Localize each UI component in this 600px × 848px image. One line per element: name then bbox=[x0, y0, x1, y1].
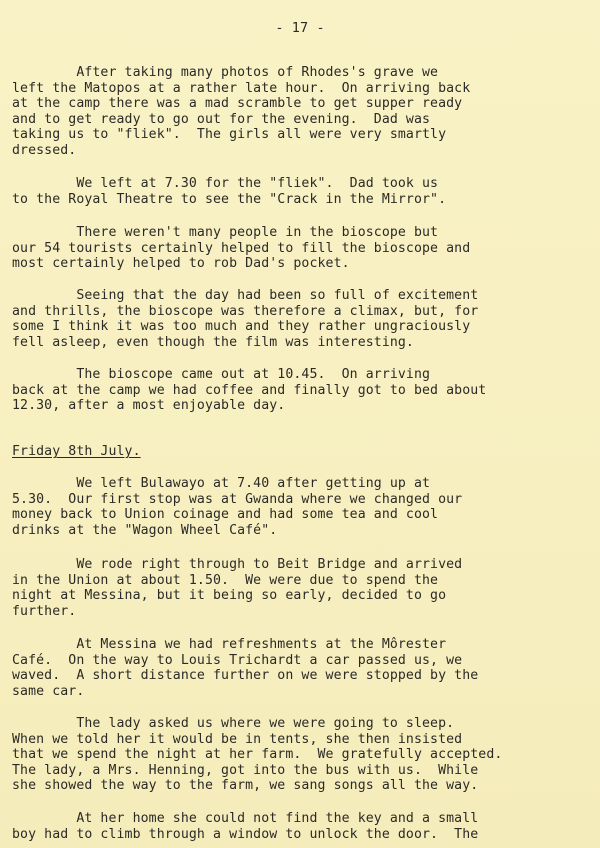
text-line: After taking many photos of Rhodes's grave we bbox=[12, 65, 439, 80]
text-line: At Messina we had refreshments at the Môrester bbox=[12, 637, 447, 652]
page-number: - 17 - bbox=[275, 20, 325, 36]
text-line: in the Union at about 1.50. We were due to spend the bbox=[12, 572, 439, 588]
paragraph-bioscope-out bbox=[12, 367, 600, 414]
text-line: The bioscope came out at 10.45. On arriving bbox=[12, 367, 431, 382]
text-line: that we spend the night at her farm. We gratefully accepted. bbox=[12, 747, 503, 763]
text-line: at the camp there was a mad scramble to get supper ready bbox=[12, 96, 463, 112]
text-line: We left Bulawayo at 7.40 after getting up at bbox=[12, 476, 431, 491]
paragraph-beit-bridge bbox=[12, 557, 600, 619]
text-line: our 54 tourists certainly helped to fill the bioscope and bbox=[12, 240, 471, 256]
text-line: We rode right through to Beit Bridge and arrived bbox=[12, 557, 463, 572]
text-line: taking us to "fliek". The girls all were very smartly bbox=[12, 127, 447, 143]
text-line: fell asleep, even though the film was interesting. bbox=[12, 334, 414, 350]
paragraph-lady-farm bbox=[12, 716, 600, 794]
text-line: The lady asked us where we were going to sleep. bbox=[12, 716, 455, 731]
text-line: left the Matopos at a rather late hour. On arriving back bbox=[12, 80, 471, 96]
text-line: night at Messina, but it being so early, decided to go bbox=[12, 588, 447, 604]
text-line: boy had to climb through a window to unlock the door. The bbox=[12, 826, 479, 842]
text-line: money back to Union coinage and had some tea and cool bbox=[12, 507, 439, 523]
paragraph-bioscope-people bbox=[12, 225, 600, 272]
text-line: drinks at the "Wagon Wheel Café". bbox=[12, 522, 278, 538]
paragraph-rhodes-grave bbox=[12, 65, 600, 159]
text-line: 5.30. Our first stop was at Gwanda where we changed our bbox=[12, 491, 463, 507]
text-line: same car. bbox=[12, 683, 85, 699]
text-line: waved. A short distance further on we were stopped by the bbox=[12, 668, 479, 684]
text-line: she showed the way to the farm, we sang songs all the way. bbox=[12, 778, 479, 794]
text-line: Seeing that the day had been so full of excitement bbox=[12, 288, 479, 303]
text-line: When we told her it would be in tents, she then insisted bbox=[12, 731, 463, 747]
text-line: further. bbox=[12, 603, 77, 619]
paragraph-fliek bbox=[12, 176, 600, 207]
text-line: and thrills, the bioscope was therefore a climax, but, for bbox=[12, 303, 479, 319]
text-line: At her home she could not find the key and a small bbox=[12, 811, 479, 826]
text-line: dressed. bbox=[12, 142, 77, 158]
paragraph-excitement bbox=[12, 288, 600, 350]
text-line: There weren't many people in the bioscope but bbox=[12, 225, 439, 240]
text-line: 12.30, after a most enjoyable day. bbox=[12, 398, 286, 414]
text-line: to the Royal Theatre to see the "Crack in the Mirror". bbox=[12, 191, 447, 207]
text-line: back at the camp we had coffee and finally got to bed about bbox=[12, 382, 487, 398]
section-heading: Friday 8th July. bbox=[12, 444, 141, 459]
paragraph-key bbox=[12, 811, 600, 842]
text-line: some I think it was too much and they rather ungraciously bbox=[12, 319, 471, 335]
text-line: and to get ready to go out for the evening. Dad was bbox=[12, 111, 431, 127]
text-line: We left at 7.30 for the "fliek". Dad took us bbox=[12, 176, 439, 191]
paragraph-bulawayo bbox=[12, 476, 600, 538]
text-line: most certainly helped to rob Dad's pocket. bbox=[12, 256, 350, 272]
paragraph-messina bbox=[12, 637, 600, 699]
text-line: The lady, a Mrs. Henning, got into the bus with us. While bbox=[12, 762, 479, 778]
text-line: Café. On the way to Louis Trichardt a car passed us, we bbox=[12, 652, 463, 668]
